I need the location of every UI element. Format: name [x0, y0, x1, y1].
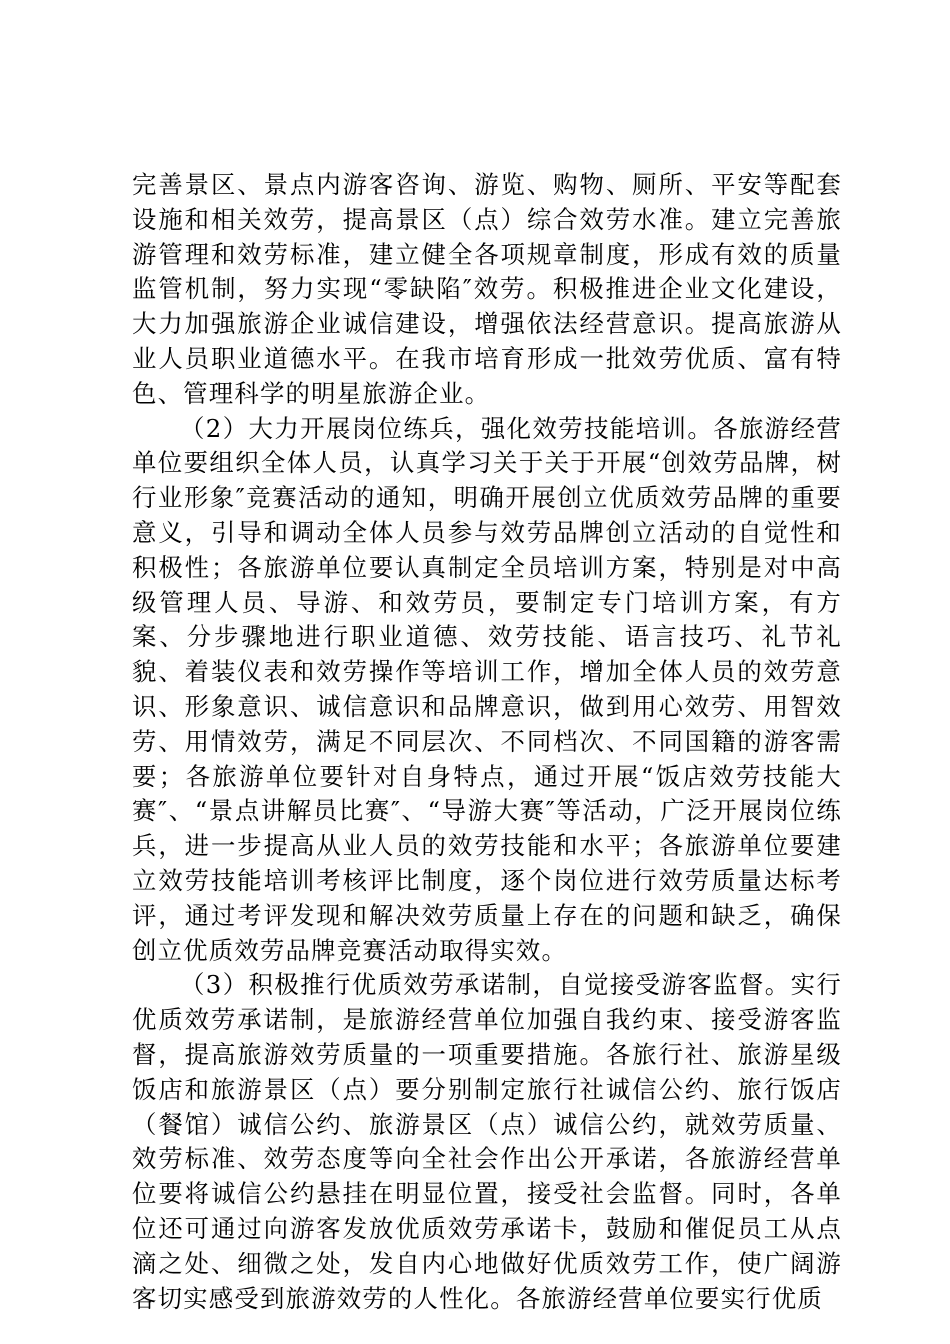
- paragraph-2: （2）大力开展岗位练兵，强化效劳技能培训。各旅游经营单位要组织全体人员，认真学习关于关于开展“创效劳品牌，树行业形象″竞赛活动的通知，明确开展创立优质效劳品牌的重要意义，引导和调动全体人员参与效劳品牌创立活动的自觉性和积极性；各旅游单位要认真制定全员培训方案，特别是对中高级管理人员、导游、和效劳员，要制定专门培训方案，有方案、分步骤地进行职业道德、效劳技能、语言技巧、礼节礼貌、着装仪表和效劳操作等培训工作，增加全体人员的效劳意识、形象意识、诚信意识和品牌意识，做到用心效劳、用智效劳、用情效劳，满足不同层次、不同档次、不同国籍的游客需要；各旅游单位要针对自身特点，通过开展“饭店效劳技能大赛″、“景点讲解员比赛″、“导游大赛″等活动，广泛开展岗位练兵，进一步提高从业人员的效劳技能和水平；各旅游单位要建立效劳技能培训考核评比制度，逐个岗位进行效劳质量达标考评，通过考评发现和解决效劳质量上存在的问题和缺乏，确保创立优质效劳品牌竞赛活动取得实效。: [132, 413, 842, 965]
- document-body: [132, 168, 842, 1316]
- paragraph-1: 完善景区、景点内游客咨询、游览、购物、厕所、平安等配套设施和相关效劳，提高景区（点）综合效劳水准。建立完善旅游管理和效劳标准，建立健全各项规章制度，形成有效的质量监管机制，努力实现“零缺陷″效劳。积极推进企业文化建设，大力加强旅游企业诚信建设，增强依法经营意识。提高旅游从业人员职业道德水平。在我市培育形成一批效劳优质、富有特色、管理科学的明星旅游企业。: [132, 170, 842, 408]
- paragraph-3: （3）积极推行优质效劳承诺制，自觉接受游客监督。实行优质效劳承诺制，是旅游经营单位加强自我约束、接受游客监督，提高旅游效劳质量的一项重要措施。各旅行社、旅游星级饭店和旅游景区（点）要分别制定旅行社诚信公约、旅行饭店（餐馆）诚信公约、旅游景区（点）诚信公约，就效劳质量、效劳标准、效劳态度等向全社会作出公开承诺，各旅游经营单位要将诚信公约悬挂在明显位置，接受社会监督。同时，各单位还可通过向游客发放优质效劳承诺卡，鼓励和催促员工从点滴之处、细微之处，发自内心地做好优质效劳工作，使广阔游客切实感受到旅游效劳的人性化。各旅游经营单位要实行优质: [132, 970, 842, 1313]
